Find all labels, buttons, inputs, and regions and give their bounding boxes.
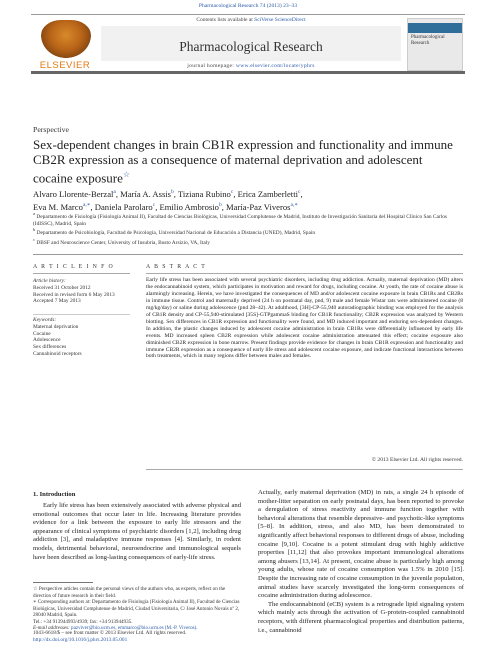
sciencedirect-link[interactable]: SciVerse ScienceDirect <box>254 17 306 23</box>
homepage-link[interactable]: www.elsevier.com/locate/yphrs <box>235 63 315 69</box>
article-type: Perspective <box>33 125 69 134</box>
author-name: Tiziana Rubino <box>177 188 231 199</box>
paper-title <box>33 137 463 185</box>
author-name: María A. Assis <box>120 188 172 199</box>
author-affiliation-marker[interactable]: c <box>230 189 234 195</box>
affiliation <box>33 227 463 237</box>
footnote-corresponding: ∗ Corresponding authors at: Departamento de Fisiología (Fisiología Animal II), Facultad de Ciencias Biológicas, Universidad Complutense de Madrid, Ciudad Universitaria, C/ José Antonio Novais nº 2, 28040 Madrid, Spain. <box>33 599 240 618</box>
keyword: Cannabinoid receptors <box>33 350 82 357</box>
cover-title: Pharmacological Research <box>411 35 445 46</box>
email-links[interactable]: pazviver@bio.ucm.es, emmarco@bio.ucm.es (M.-P. Viveros). <box>71 625 198 631</box>
journal-cover-image <box>407 18 463 71</box>
affiliation-marker: c <box>33 236 35 242</box>
author-affiliation-marker[interactable]: b <box>218 201 222 208</box>
contents-prefix: Contents lists available at <box>196 17 253 23</box>
publisher-name: ELSEVIER <box>39 60 91 71</box>
elsevier-logo <box>33 18 97 71</box>
history-item: Accepted 7 May 2013 <box>33 298 81 305</box>
history-item: Received in revised form 6 May 2013 <box>33 291 115 298</box>
affiliation <box>33 237 463 247</box>
author-name: Eva M. Marco <box>33 201 83 212</box>
intro-paragraph-2: Actually, early maternal deprivation (MD) in rats, a single 24 h episode of mother-litter separation on early postnatal days, has been reported to provoke a deregulation of stress reactivity and immune function together with behavioral alterations that resemble depressive- and psychotic-like symptoms [5–8]. In addition, stress, and also MD, has been demonstrated to significantly affect behavioral responses to different drugs of abuse, including cocaine [9,10]. Cocaine is a potent stimulant drug with highly addictive properties [11,12] that also provokes important immunological alterations among abusers [13,14]. At present, cocaine abuse is particularly high among young adults, whose rate of cocaine consumption was 1.5% in 2010 [15]. Despite the increasing rate of cocaine consumption in the juvenile population, animal studies have scarcely investigated the long-term consequences of cocaine administration during adolescence. <box>258 489 464 600</box>
footnote-rule <box>33 582 93 583</box>
author-name: Alvaro Llorente-Berzal <box>33 188 114 199</box>
left-column <box>33 502 241 562</box>
affiliation-text: DBSF and Neuroscience Center, University of Insubria, Busto Arsizio, VA, Italy <box>35 239 210 246</box>
journal-title: Pharmacological Research <box>179 39 323 54</box>
introduction-heading: 1. Introduction <box>33 491 76 498</box>
doi-link[interactable]: http://dx.doi.org/10.1016/j.phrs.2013.05.001 <box>33 636 128 643</box>
author-separator: , <box>233 188 238 199</box>
keyword: Cocaine <box>33 330 51 337</box>
author-affiliation-marker[interactable]: c <box>297 189 301 195</box>
author-separator: , <box>221 201 226 212</box>
affiliation-marker: a <box>33 211 35 216</box>
footnotes <box>33 586 241 632</box>
abstract-rule <box>146 273 463 274</box>
author-separator: , <box>155 201 160 212</box>
homepage-prefix: journal homepage: <box>187 63 235 69</box>
affiliation-list <box>33 211 463 247</box>
issn-line: 1043-6618/$ – see front matter © 2013 Elsevier Ltd. All rights reserved. <box>33 630 187 636</box>
affiliation-text: Departamento de Psicobiología, Facultad de Psicología, Universidad Nacional de Educación a Distancia (UNED), Madrid, Spain <box>35 230 316 237</box>
author-separator: , <box>173 188 178 199</box>
author-affiliation-marker[interactable]: b <box>171 189 174 195</box>
email-label: E-mail addresses: <box>33 625 70 631</box>
keyword: Maternal deprivation <box>33 323 79 330</box>
author-list <box>33 187 463 213</box>
footnote-perspective: ☆ Perspective articles contain the personal views of the authors who, as experts, reflect on the direction of future research in their field. <box>33 586 226 599</box>
author-name: María-Paz Viveros <box>225 201 291 212</box>
article-info-heading: A R T I C L E I N F O <box>33 264 115 270</box>
affiliation-text: Departamento de Fisiología (Fisiología Animal II), Facultad de Ciencias Biológicas, Universidad Complutense de Madrid, Instituto de Investigación Sanitaria del Hospital Clínico San Carlos (IdISSC), Madrid, Spain <box>33 213 448 227</box>
article-info-divider <box>33 314 130 315</box>
history-label: Article history: <box>33 278 66 284</box>
author-affiliation-marker[interactable]: a,∗ <box>82 201 91 208</box>
keyword: Sex differences <box>33 344 67 351</box>
keywords-label: Keywords: <box>33 317 57 323</box>
author-affiliation-marker[interactable]: a <box>113 189 116 195</box>
cover-band <box>408 23 462 33</box>
author-name: Emilio Ambrosio <box>159 201 219 212</box>
affiliation <box>33 211 463 227</box>
history-item: Received 31 October 2012 <box>33 284 91 291</box>
homepage-line <box>101 63 401 69</box>
abstract-heading: A B S T R A C T <box>146 264 207 270</box>
keywords <box>33 317 133 358</box>
article-info-rule <box>33 273 130 274</box>
author-separator: , <box>90 201 95 212</box>
author-name: Daniela Parolaro <box>94 201 153 212</box>
contents-line <box>101 17 401 23</box>
author-separator: , <box>115 188 121 199</box>
journal-band <box>101 26 401 61</box>
right-column <box>258 489 464 635</box>
elsevier-tree-icon <box>41 20 91 58</box>
abstract-bottom-rule <box>146 469 463 470</box>
header-divider <box>33 254 463 255</box>
title-footnote-marker[interactable]: ☆ <box>122 170 131 179</box>
author-name: Erica Zamberletti <box>237 188 298 199</box>
intro-paragraph-3: The endocannabinoid (eCB) system is a retrograde lipid signaling system which mainly acts through the activation of G-protein-coupled cannabinoid receptors, with different pharmacological properties and distribution patterns, i.e., cannabinoid <box>258 600 464 634</box>
article-history <box>33 278 133 305</box>
abstract-text: Early life stress has been associated with several psychiatric disorders, including drug addiction. Actually, maternal deprivation (MD) alters the endocannabinoid system, which participates in motivation and reward for drugs, including cocaine. At youth, the rate of cocaine abuse is alarmingly increasing. Herein, we have investigated the consequences of MD and/or adolescent cocaine exposure in brain CB1Rs and CB2Rs in immune tissue. Control and maternally deprived (24 h on postnatal day, pnd, 9) male and female Wistar rats were administered cocaine (8 mg/kg/day) or saline during adolescence (pnd 28–42). At adulthood, [3H]-CP-55,940 autoradiographic binding was employed for the analysis of CB1R density and CP-55,940-stimulated [35S]-GTPgammaS binding for CB1R functionality; CB2R expression was analyzed by Western blotting. Sex differences in CB1R expression and functionality were found, and MD induced important and enduring sex-dependent changes. In addition, the plastic changes induced by adolescent cocaine administration in brain CB1Rs were differentially influenced by early life events. MD increased spleen CB2R expression while adolescent cocaine administration attenuated this effect; cocaine exposure also diminished CB2R expression in bone marrow. Present findings provide evidence for changes in brain CB1R expression and functionality and immune CB2R expression as a consequence of early life stress and adolescent cocaine exposure, and indicate functional interactions between both treatments, which in many regions differ between males and females. <box>146 277 463 360</box>
author-affiliation-marker[interactable]: c <box>152 201 156 208</box>
author-affiliation-marker[interactable]: a,∗ <box>290 201 299 208</box>
bottom-meta <box>33 630 241 643</box>
copyright: © 2013 Elsevier Ltd. All rights reserved. <box>371 457 463 463</box>
footnote-tel: Tel.: +34 913944993/4939; fax: +34 913944935. <box>33 618 133 625</box>
journal-citation: Pharmacological Research 74 (2013) 23–33 <box>198 3 298 9</box>
intro-paragraph-1: Early life stress has been extensively associated with adverse physical and emotional outcomes that occur later in life. Increasing literature provides evidence for a link between the exposure to early life stressors and the appearance of clinical symptoms of psychiatric disorders [1,2], including drug addiction [3], and maladaptive immune responses [4]. Similarly, in rodent models, detrimental behavioral, neuroendocrine and immunological sequels have been described as long-lasting consequences of early-life stress. <box>33 502 241 561</box>
author-separator: , <box>300 188 303 199</box>
affiliation-marker: b <box>33 227 36 233</box>
journal-header <box>31 14 465 74</box>
paper-title-text: Sex-dependent changes in brain CB1R expression and functionality and immune CB2R expression as a consequence of maternal deprivation and adolescent cocaine exposure <box>33 137 453 186</box>
keyword: Adolescence <box>33 337 61 344</box>
